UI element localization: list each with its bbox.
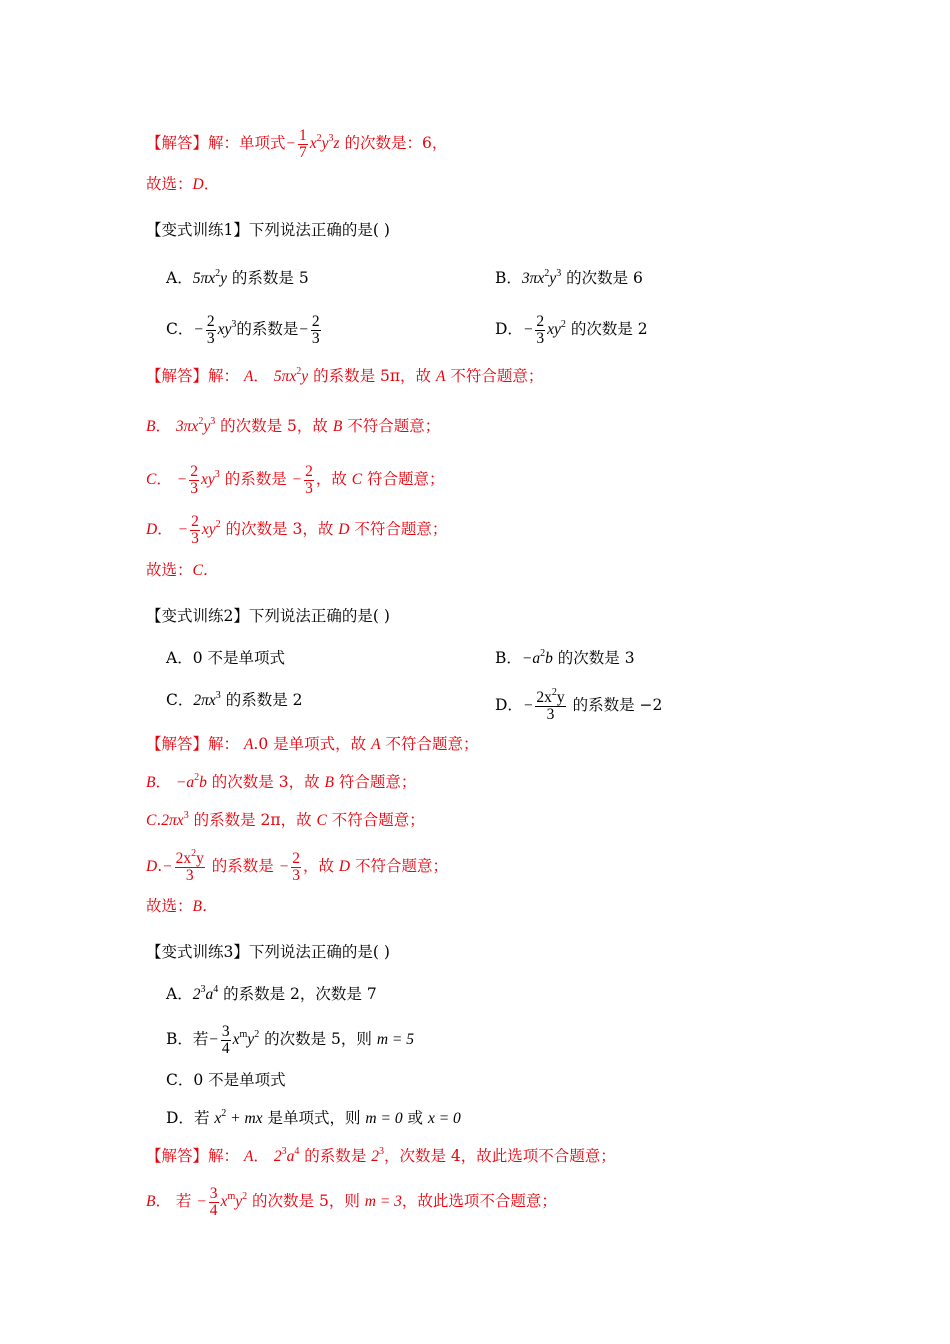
question-title-v2: 【变式训练2】下列说法正确的是( ) <box>146 607 390 625</box>
option-b-v2: B．$-a^2b$ 的次数是 3 <box>495 648 635 667</box>
option-b-v3: B．若− $\frac{3}{4}$ $x^my^2$ 的次数是 5，则 m = 5 <box>166 1023 414 1057</box>
answer-tag: 【解答】解： <box>146 134 240 153</box>
option-a-v1: A．$5\pi x^2y$ 的系数是 5 <box>166 268 309 287</box>
option-b-v1: B．$3\pi x^2y^3$ 的次数是 6 <box>495 268 643 287</box>
choose-line-v1: 故选：C． <box>146 561 219 579</box>
option-c-v3: C．0 不是单项式 <box>166 1071 286 1089</box>
answer-b-v2: B． $-a^2b$ 的次数是 3，故 B 符合题意； <box>146 772 417 791</box>
answer-a-v3: 【解答】解： A． $2^3a^4$ 的系数是 $2^3$，次数是 4，故此选项不合题意； <box>146 1146 616 1165</box>
option-d-v3: D．若 $x^2$ + mx 是单项式，则 m = 0 或 x = 0 <box>166 1108 461 1127</box>
answer-d-v1: D． − $\frac{2}{3}$ $xy^2$ 的次数是 3，故 D 不符合题意； <box>146 513 448 547</box>
answer-b-v3: B． 若 − $\frac{3}{4}$ $x^my^2$ 的次数是 5，则 m = 3，故此选项不合题意； <box>146 1185 557 1219</box>
option-c-v2: C．$2\pi x^3$ 的系数是 2 <box>166 690 303 709</box>
option-d-v2: D．− $\frac{2x^2y}{3}$ 的系数是 −2 <box>495 687 663 723</box>
answer-d-v2: D.− $\frac{2x^2y}{3}$ 的系数是 − $\frac{2}{3}$ ，故 D 不符合题意； <box>146 848 449 884</box>
answer-tail: 的次数是：6， <box>339 134 448 153</box>
option-a-v2: A．0 不是单项式 <box>166 649 285 667</box>
choose-line-q0: 故选：D． <box>146 175 220 193</box>
choose-line-v2: 故选：B． <box>146 897 218 915</box>
answer-c-v2: $C.2\pi x^3$ 的系数是 2π，故 C 不符合题意； <box>146 810 425 829</box>
answer-line-q0: 【解答】解：单项式− $\frac{1}{7}$ $x^2y^3z$ 的次数是：6， <box>146 127 448 161</box>
answer-prefix: 单项式 <box>239 134 286 153</box>
answer-a-v1: 【解答】解： A． $5\pi x^2y$ 的系数是 5π，故 A 不符合题意； <box>146 366 544 385</box>
option-c-v1: C．− $\frac{2}{3}$ $xy^3$的系数是− $\frac{2}{3}$ <box>166 313 320 347</box>
answer-c-v1: C． − $\frac{2}{3}$ $xy^3$ 的系数是 − $\frac{2}{3}$ ，故 C 符合题意； <box>146 463 445 497</box>
answer-b-v1: B． $3\pi x^2y^3$ 的次数是 5，故 B 不符合题意； <box>146 416 441 435</box>
option-a-v3: A．$2^3a^4$ 的系数是 2，次数是 7 <box>166 984 377 1003</box>
question-title-v3: 【变式训练3】下列说法正确的是( ) <box>146 943 390 961</box>
question-title-v1: 【变式训练1】下列说法正确的是( ) <box>146 221 390 239</box>
answer-a-v2: 【解答】解： A.0 是单项式，故 A 不符合题意； <box>146 735 479 753</box>
option-d-v1: D．− $\frac{2}{3}$ $xy^2$ 的次数是 2 <box>495 313 648 347</box>
